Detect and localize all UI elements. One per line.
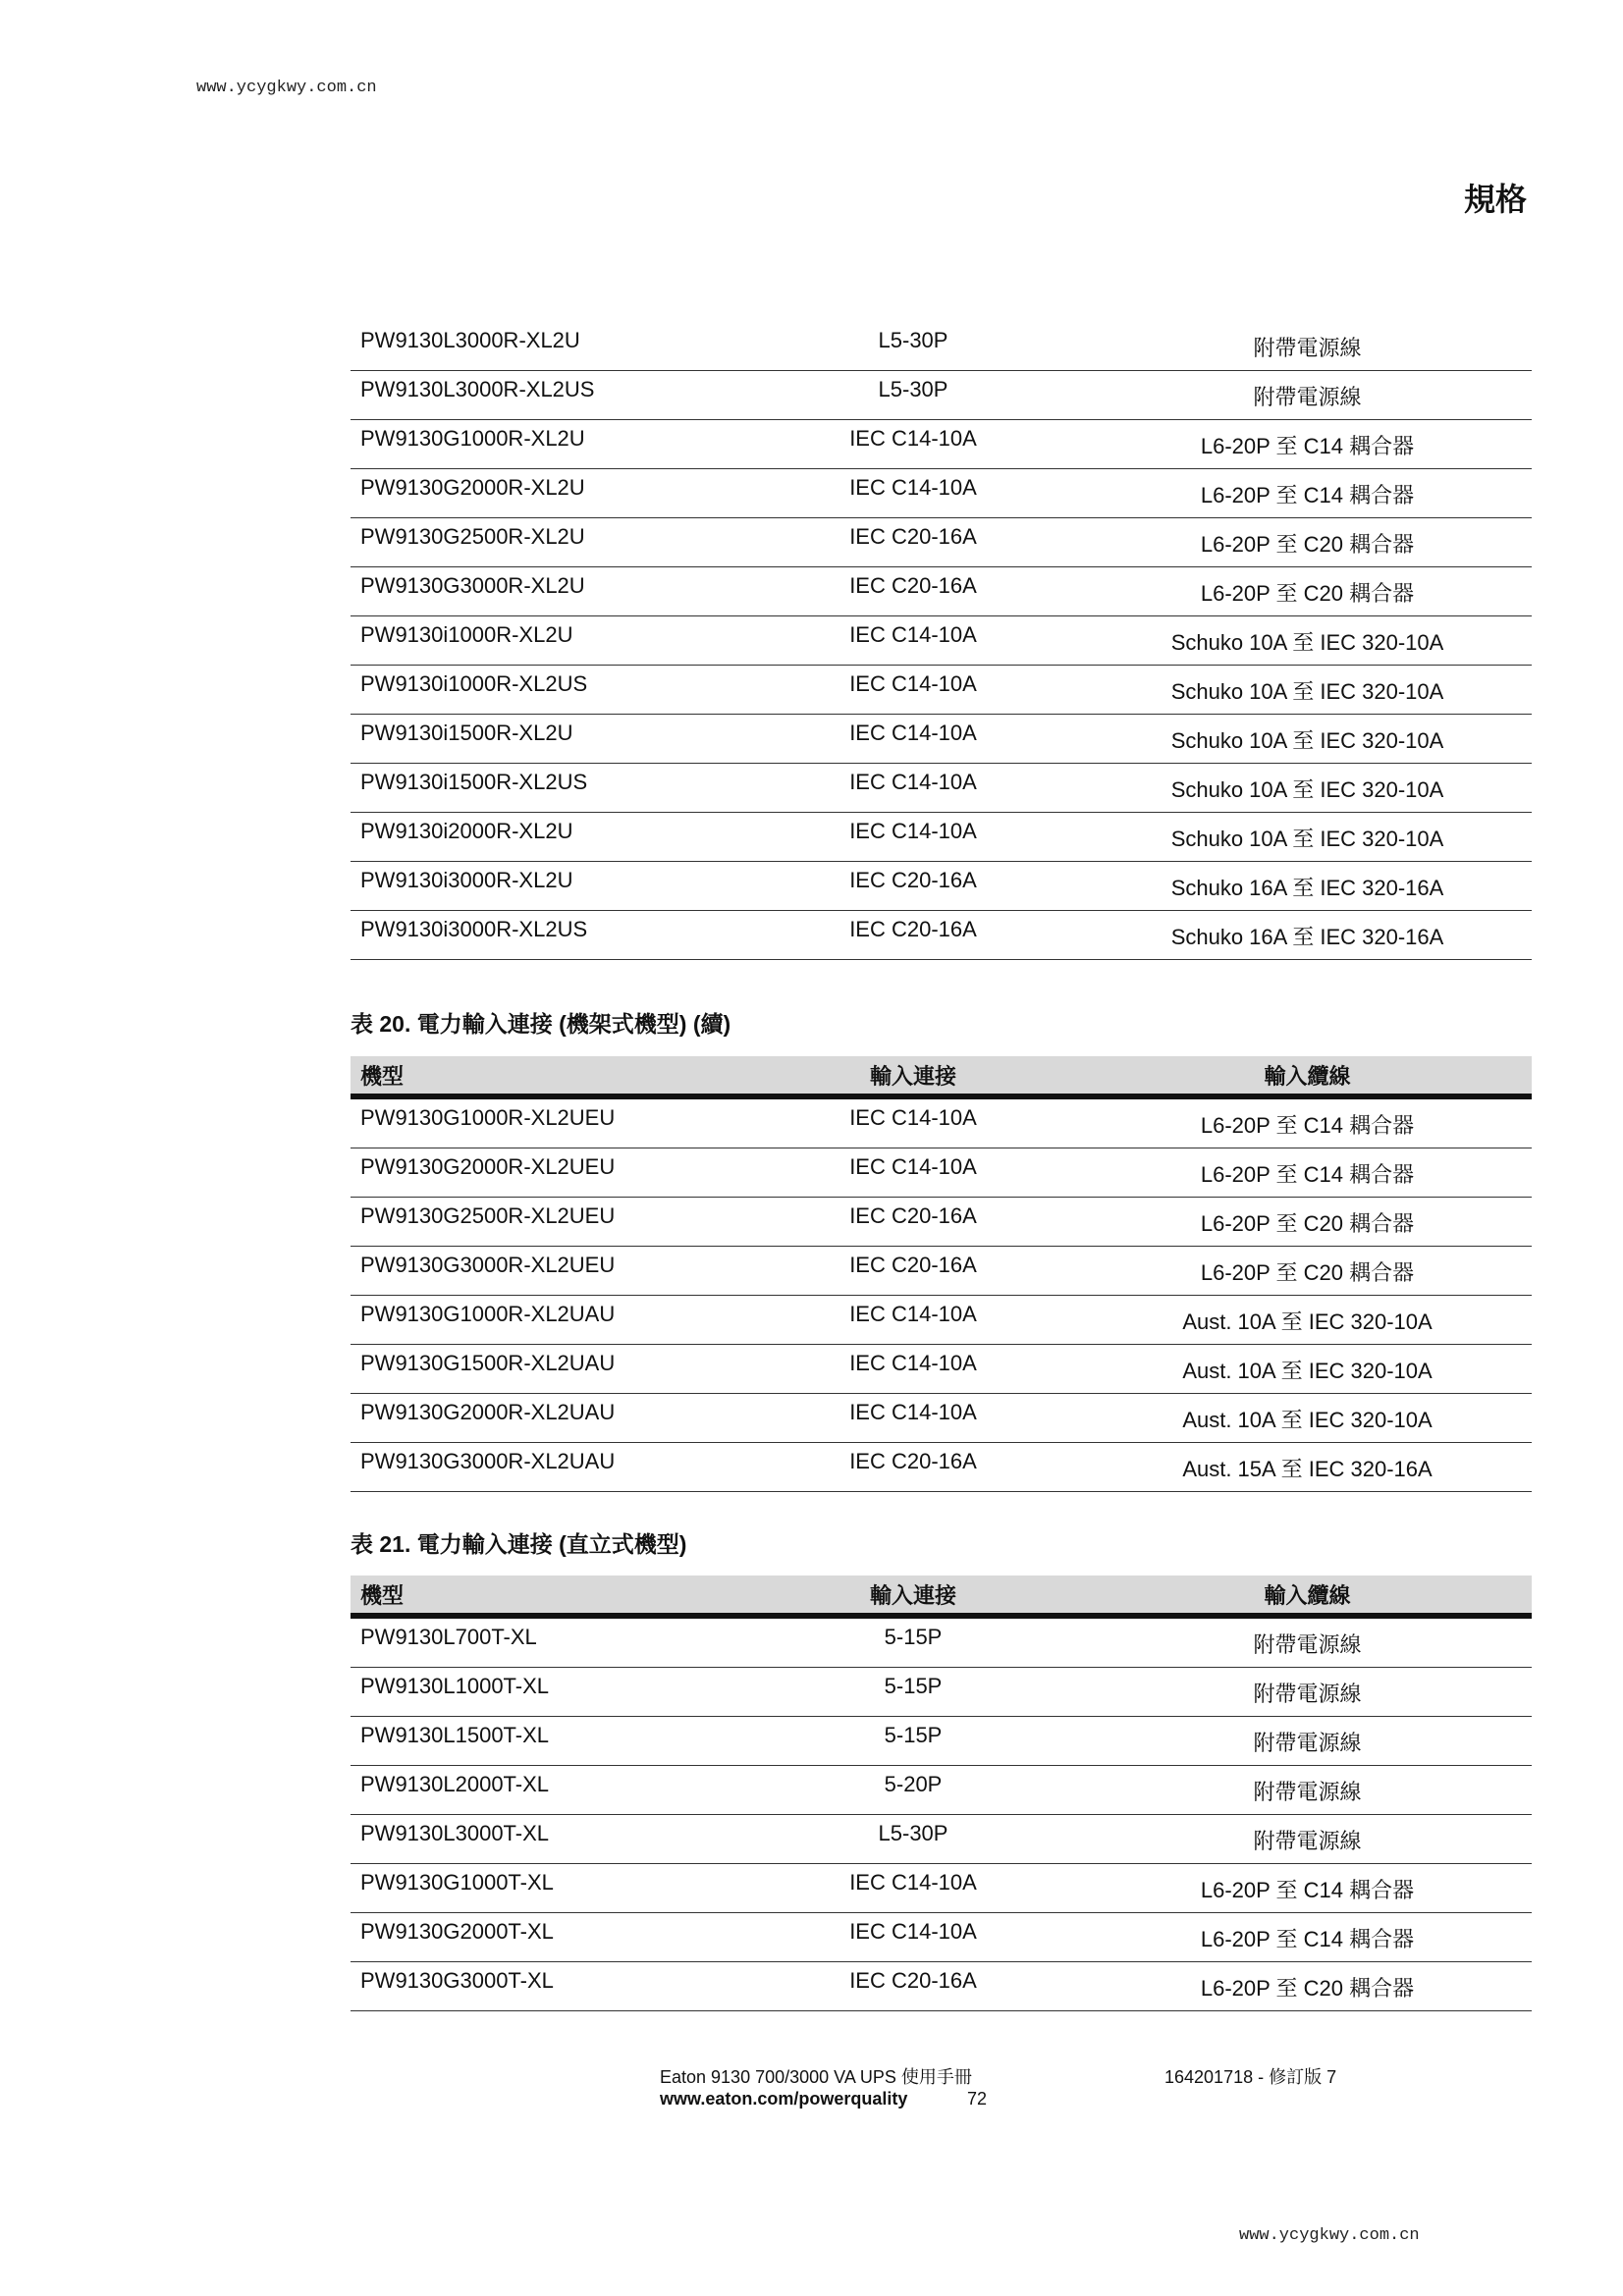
cell-input-connection — [743, 1864, 1083, 1913]
cell-model-text: PW9130L1000T-XL — [360, 1674, 550, 1698]
cell-model-text: PW9130G1000R-XL2UAU — [360, 1302, 616, 1326]
cell-model — [351, 1096, 743, 1148]
cell-model — [351, 764, 743, 813]
cell-input-connection-text: IEC C14-10A — [849, 1400, 977, 1424]
cell-model — [351, 616, 743, 666]
cell-model — [351, 1815, 743, 1864]
cell-model — [351, 322, 743, 371]
cell-model — [351, 469, 743, 518]
cell-input-cord — [1083, 1198, 1532, 1247]
watermark-top: www.ycygkwy.com.cn — [196, 79, 377, 97]
cell-model-text: PW9130L2000T-XL — [360, 1772, 550, 1796]
cell-input-connection-text: IEC C20-16A — [849, 1203, 977, 1228]
cell-model-text: PW9130G1000R-XL2U — [360, 426, 585, 451]
table-row — [351, 715, 1532, 764]
cell-input-connection-text: IEC C14-10A — [849, 1105, 977, 1130]
cell-input-cord — [1083, 469, 1532, 518]
table-row — [351, 1962, 1532, 2011]
cell-input-cord — [1083, 813, 1532, 862]
table-20 — [351, 1056, 1532, 1492]
cell-input-cord — [1083, 1443, 1532, 1492]
cell-input-connection — [743, 1815, 1083, 1864]
cell-input-cord — [1083, 911, 1532, 960]
cell-input-connection — [743, 1096, 1083, 1148]
cell-input-connection — [743, 764, 1083, 813]
cell-input-cord — [1083, 1616, 1532, 1668]
cell-input-cord-text: Schuko 10A 至 IEC 320-10A — [1170, 679, 1444, 704]
cell-input-cord — [1083, 567, 1532, 616]
cell-model-text: PW9130G2500R-XL2UEU — [360, 1203, 616, 1228]
cell-input-connection-text: IEC C20-16A — [849, 1253, 977, 1277]
cell-input-cord-text: L6-20P 至 C14 耦合器 — [1200, 434, 1415, 458]
cell-input-connection-text: L5-30P — [878, 1821, 948, 1845]
cell-model-text: PW9130i3000R-XL2US — [360, 917, 588, 941]
cell-input-connection-text: IEC C14-10A — [849, 475, 977, 500]
cell-input-cord — [1083, 1394, 1532, 1443]
cell-input-connection-text: IEC C14-10A — [849, 1154, 977, 1179]
cell-model — [351, 1913, 743, 1962]
cell-input-connection-text: IEC C20-16A — [849, 524, 977, 549]
cell-input-cord-text: L6-20P 至 C20 耦合器 — [1200, 532, 1415, 557]
table-row — [351, 1247, 1532, 1296]
table-row — [351, 911, 1532, 960]
cell-input-cord-text: Schuko 16A 至 IEC 320-16A — [1170, 925, 1444, 949]
cell-input-connection-text: 5-20P — [884, 1772, 943, 1796]
cell-input-connection-text: IEC C20-16A — [849, 868, 977, 892]
cell-input-connection — [743, 1766, 1083, 1815]
cell-input-connection-text: IEC C14-10A — [849, 1351, 977, 1375]
cell-model — [351, 666, 743, 715]
cell-input-connection-text: L5-30P — [878, 328, 948, 352]
cell-model — [351, 371, 743, 420]
cell-input-cord-text: L6-20P 至 C14 耦合器 — [1200, 1878, 1415, 1902]
table-row — [351, 1616, 1532, 1668]
cell-input-cord — [1083, 1864, 1532, 1913]
cell-input-connection-text: IEC C20-16A — [849, 1449, 977, 1473]
cell-input-connection — [743, 616, 1083, 666]
cell-model — [351, 1394, 743, 1443]
cell-input-cord-text: Aust. 10A 至 IEC 320-10A — [1182, 1309, 1433, 1334]
cell-input-connection — [743, 862, 1083, 911]
cell-input-connection — [743, 567, 1083, 616]
header-input-cord: 輸入纜線 — [1083, 1575, 1532, 1616]
cell-input-connection-text: IEC C14-10A — [849, 1870, 977, 1895]
cell-input-connection — [743, 1198, 1083, 1247]
table-row — [351, 1766, 1532, 1815]
table-row — [351, 764, 1532, 813]
cell-input-connection — [743, 666, 1083, 715]
cell-model-text: PW9130G2000T-XL — [360, 1919, 554, 1944]
table-row — [351, 813, 1532, 862]
cell-input-cord-text: 附帶電源線 — [1253, 1682, 1362, 1706]
cell-input-cord-text: L6-20P 至 C20 耦合器 — [1200, 1211, 1415, 1236]
cell-model — [351, 1247, 743, 1296]
cell-input-cord-text: L6-20P 至 C20 耦合器 — [1200, 1976, 1415, 2001]
cell-input-connection-text: IEC C14-10A — [849, 721, 977, 745]
table-row — [351, 1096, 1532, 1148]
cell-model-text: PW9130i1500R-XL2US — [360, 770, 588, 794]
table-row — [351, 567, 1532, 616]
cell-input-cord — [1083, 862, 1532, 911]
cell-input-connection — [743, 322, 1083, 371]
cell-model — [351, 1198, 743, 1247]
section-title: 規格 — [1463, 182, 1527, 217]
table-row — [351, 420, 1532, 469]
cell-model — [351, 813, 743, 862]
cell-input-connection-text: IEC C20-16A — [849, 1968, 977, 1993]
footer-page-number: 72 — [967, 2089, 988, 2109]
table-row — [351, 469, 1532, 518]
table-row — [351, 518, 1532, 567]
cell-input-connection — [743, 1394, 1083, 1443]
cell-input-cord — [1083, 1668, 1532, 1717]
cell-model — [351, 1296, 743, 1345]
table-row — [351, 371, 1532, 420]
cell-input-connection-text: IEC C14-10A — [849, 1302, 977, 1326]
cell-input-connection — [743, 371, 1083, 420]
cell-model — [351, 567, 743, 616]
table-row — [351, 322, 1532, 371]
table-20-caption: 表 20. 電力輸入連接 (機架式機型) (續) — [351, 1011, 731, 1037]
cell-input-cord-text: L6-20P 至 C14 耦合器 — [1200, 1113, 1415, 1138]
cell-input-cord-text: L6-20P 至 C14 耦合器 — [1200, 1162, 1415, 1187]
cell-model-text: PW9130G1000R-XL2UEU — [360, 1105, 616, 1130]
cell-input-cord-text: 附帶電源線 — [1253, 385, 1362, 409]
cell-model-text: PW9130L700T-XL — [360, 1625, 537, 1649]
cell-input-connection — [743, 1913, 1083, 1962]
cell-model-text: PW9130L1500T-XL — [360, 1723, 550, 1747]
cell-model — [351, 1345, 743, 1394]
table-row — [351, 1296, 1532, 1345]
table-header-row — [351, 1575, 1532, 1616]
cell-model-text: PW9130G3000R-XL2UAU — [360, 1449, 616, 1473]
table-row — [351, 616, 1532, 666]
watermark-bottom: www.ycygkwy.com.cn — [1239, 2226, 1420, 2245]
cell-input-cord-text: 附帶電源線 — [1253, 1632, 1362, 1657]
cell-input-connection — [743, 1296, 1083, 1345]
cell-model-text: PW9130G1500R-XL2UAU — [360, 1351, 616, 1375]
footer-doc-revision: 164201718 - 修訂版 7 — [1164, 2067, 1337, 2087]
cell-input-cord-text: 附帶電源線 — [1253, 336, 1362, 360]
cell-input-cord — [1083, 1148, 1532, 1198]
cell-model — [351, 1616, 743, 1668]
cell-input-connection-text: IEC C14-10A — [849, 819, 977, 843]
cell-input-connection-text: 5-15P — [884, 1723, 943, 1747]
cell-input-cord — [1083, 1717, 1532, 1766]
table-row — [351, 1148, 1532, 1198]
cell-model — [351, 1962, 743, 2011]
cell-input-connection-text: L5-30P — [878, 377, 948, 401]
cell-input-connection-text: IEC C14-10A — [849, 1919, 977, 1944]
cell-input-cord — [1083, 1815, 1532, 1864]
cell-model-text: PW9130i2000R-XL2U — [360, 819, 573, 843]
cell-model — [351, 1717, 743, 1766]
table-row — [351, 1198, 1532, 1247]
cell-model-text: PW9130G3000T-XL — [360, 1968, 554, 1993]
cell-input-cord — [1083, 1913, 1532, 1962]
cell-input-cord-text: Schuko 10A 至 IEC 320-10A — [1170, 777, 1444, 802]
cell-input-cord — [1083, 616, 1532, 666]
cell-model-text: PW9130i1000R-XL2US — [360, 671, 588, 696]
cell-input-cord — [1083, 1345, 1532, 1394]
header-model: 機型 — [351, 1056, 743, 1096]
cell-input-cord — [1083, 420, 1532, 469]
cell-input-connection-text: IEC C20-16A — [849, 573, 977, 598]
cell-input-cord-text: Aust. 10A 至 IEC 320-10A — [1182, 1359, 1433, 1383]
cell-input-cord-text: Schuko 10A 至 IEC 320-10A — [1170, 728, 1444, 753]
cell-input-cord — [1083, 1096, 1532, 1148]
cell-input-connection-text: IEC C14-10A — [849, 426, 977, 451]
footer-url: www.eaton.com/powerquality — [660, 2089, 908, 2109]
cell-input-connection-text: IEC C14-10A — [849, 770, 977, 794]
table-row — [351, 1668, 1532, 1717]
cell-input-cord-text: L6-20P 至 C20 耦合器 — [1200, 1260, 1415, 1285]
cell-model-text: PW9130G3000R-XL2UEU — [360, 1253, 616, 1277]
table-21-caption: 表 21. 電力輸入連接 (直立式機型) — [351, 1531, 687, 1557]
cell-input-connection — [743, 1247, 1083, 1296]
cell-model — [351, 518, 743, 567]
cell-input-connection-text: 5-15P — [884, 1625, 943, 1649]
table-21 — [351, 1575, 1532, 2011]
cell-input-cord — [1083, 1296, 1532, 1345]
header-input-connection: 輸入連接 — [743, 1575, 1083, 1616]
cell-input-connection — [743, 1962, 1083, 2011]
cell-input-cord-text: L6-20P 至 C14 耦合器 — [1200, 1927, 1415, 1951]
cell-input-cord-text: Schuko 10A 至 IEC 320-10A — [1170, 827, 1444, 851]
cell-input-connection-text: IEC C20-16A — [849, 917, 977, 941]
cell-input-connection-text: IEC C14-10A — [849, 622, 977, 647]
cell-model — [351, 1148, 743, 1198]
cell-input-cord — [1083, 371, 1532, 420]
cell-model — [351, 420, 743, 469]
cell-model — [351, 911, 743, 960]
table-row — [351, 666, 1532, 715]
cell-input-cord-text: 附帶電源線 — [1253, 1780, 1362, 1804]
cell-input-cord-text: Aust. 10A 至 IEC 320-10A — [1182, 1408, 1433, 1432]
cell-input-connection-text: 5-15P — [884, 1674, 943, 1698]
cell-input-connection — [743, 911, 1083, 960]
cell-input-cord-text: 附帶電源線 — [1253, 1731, 1362, 1755]
table-header-row — [351, 1056, 1532, 1096]
cell-input-cord-text: Schuko 16A 至 IEC 320-16A — [1170, 876, 1444, 900]
table-row — [351, 1394, 1532, 1443]
cell-input-connection — [743, 1345, 1083, 1394]
table-row — [351, 1913, 1532, 1962]
cell-model — [351, 715, 743, 764]
cell-model-text: PW9130G2500R-XL2U — [360, 524, 585, 549]
cell-input-cord — [1083, 1247, 1532, 1296]
cell-input-connection — [743, 1668, 1083, 1717]
cell-model — [351, 1443, 743, 1492]
cell-model-text: PW9130i1000R-XL2U — [360, 622, 573, 647]
table-row — [351, 1815, 1532, 1864]
cell-input-cord — [1083, 322, 1532, 371]
cell-model — [351, 1864, 743, 1913]
cell-input-cord — [1083, 666, 1532, 715]
cell-model — [351, 1766, 743, 1815]
footer-manual-title: Eaton 9130 700/3000 VA UPS 使用手冊 — [660, 2067, 972, 2087]
header-input-cord: 輸入纜線 — [1083, 1056, 1532, 1096]
table-row — [351, 1864, 1532, 1913]
cell-model-text: PW9130G2000R-XL2U — [360, 475, 585, 500]
cell-model-text: PW9130G3000R-XL2U — [360, 573, 585, 598]
cell-model — [351, 1668, 743, 1717]
power-input-table-continued — [351, 322, 1532, 960]
cell-input-cord — [1083, 518, 1532, 567]
cell-input-connection — [743, 1717, 1083, 1766]
cell-input-connection — [743, 469, 1083, 518]
table-row — [351, 1345, 1532, 1394]
header-input-connection: 輸入連接 — [743, 1056, 1083, 1096]
table-row — [351, 1443, 1532, 1492]
cell-model-text: PW9130L3000R-XL2US — [360, 377, 595, 401]
cell-model-text: PW9130G1000T-XL — [360, 1870, 554, 1895]
cell-input-connection — [743, 715, 1083, 764]
cell-input-cord-text: Aust. 15A 至 IEC 320-16A — [1182, 1457, 1433, 1481]
cell-input-cord — [1083, 1962, 1532, 2011]
cell-input-connection — [743, 813, 1083, 862]
cell-input-connection — [743, 518, 1083, 567]
cell-input-connection — [743, 1616, 1083, 1668]
cell-input-cord — [1083, 764, 1532, 813]
cell-model-text: PW9130G2000R-XL2UEU — [360, 1154, 616, 1179]
cell-input-connection — [743, 420, 1083, 469]
cell-input-cord-text: L6-20P 至 C20 耦合器 — [1200, 581, 1415, 606]
cell-input-cord — [1083, 715, 1532, 764]
cell-input-cord-text: Schuko 10A 至 IEC 320-10A — [1170, 630, 1444, 655]
cell-model-text: PW9130G2000R-XL2UAU — [360, 1400, 616, 1424]
cell-model-text: PW9130i3000R-XL2U — [360, 868, 573, 892]
cell-input-connection — [743, 1443, 1083, 1492]
cell-input-connection-text: IEC C14-10A — [849, 671, 977, 696]
table-row — [351, 862, 1532, 911]
table-row — [351, 1717, 1532, 1766]
cell-model — [351, 862, 743, 911]
cell-input-cord-text: L6-20P 至 C14 耦合器 — [1200, 483, 1415, 507]
cell-input-connection — [743, 1148, 1083, 1198]
cell-input-cord — [1083, 1766, 1532, 1815]
cell-model-text: PW9130L3000T-XL — [360, 1821, 550, 1845]
cell-input-cord-text: 附帶電源線 — [1253, 1829, 1362, 1853]
cell-model-text: PW9130i1500R-XL2U — [360, 721, 573, 745]
cell-model-text: PW9130L3000R-XL2U — [360, 328, 580, 352]
header-model: 機型 — [351, 1575, 743, 1616]
